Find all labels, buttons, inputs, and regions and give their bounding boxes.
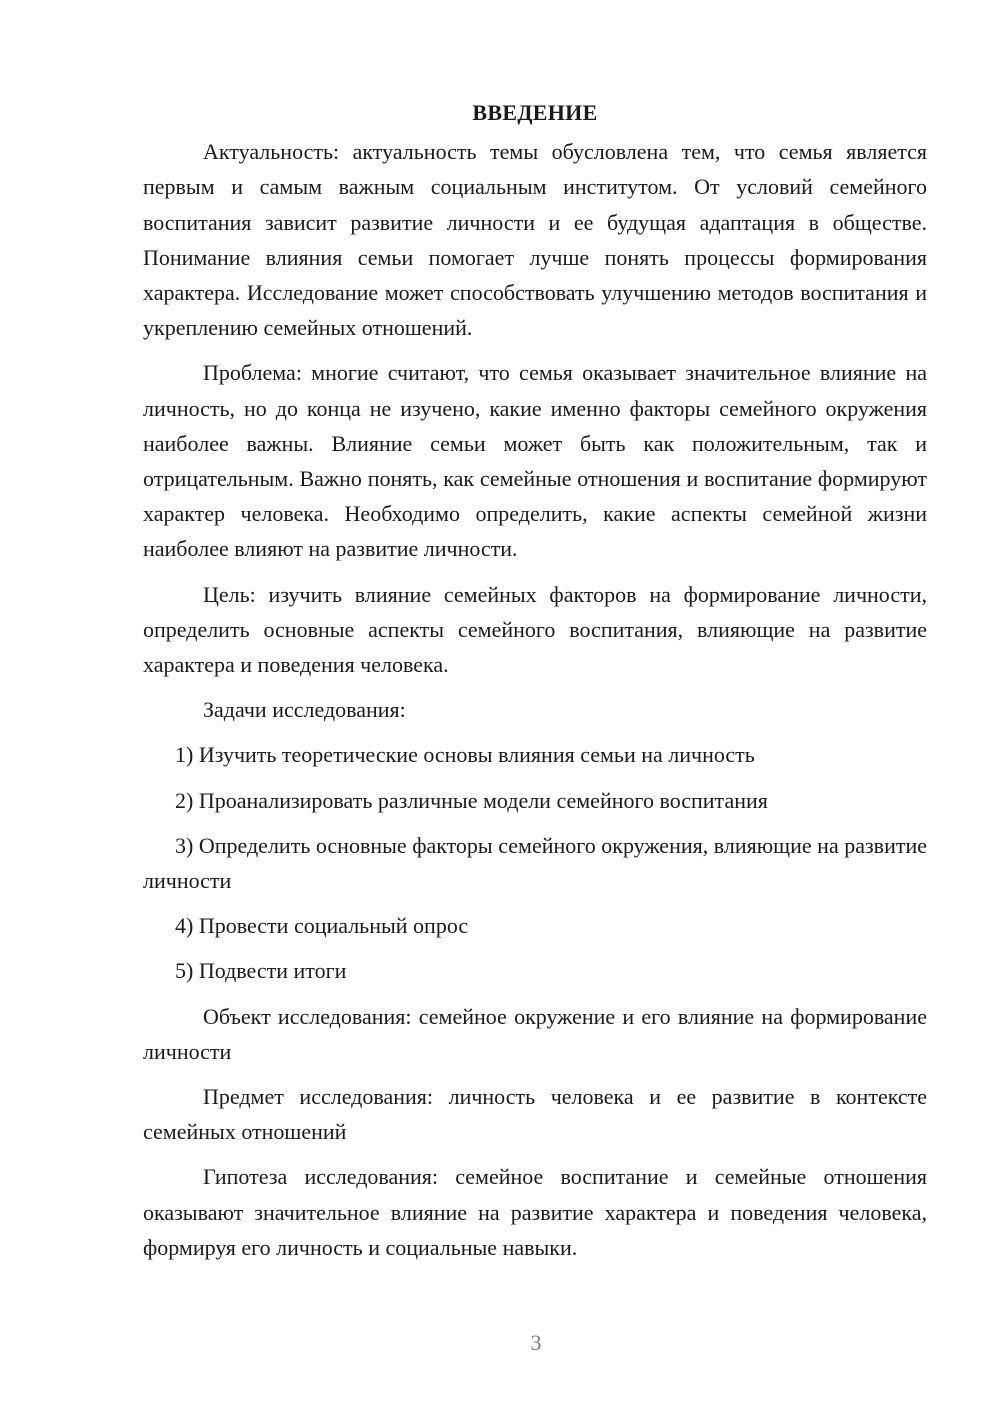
task-item-5: 5) Подвести итоги	[175, 958, 347, 984]
paragraph-goal: Цель: изучить влияние семейных факторов на формирование личности, определить основные аспекты семейного воспитания, влияющие на развитие характера и поведения человека.	[143, 581, 927, 678]
paragraph-hypothesis: Гипотеза исследования: семейное воспитание и семейные отношения оказывают значительное влияние на развитие характера и поведения человека, формируя его личность и социальные навыки.	[143, 1164, 927, 1260]
paragraph-problem: Проблема: многие считают, что семья оказывает значительное влияние на личность, но до конца не изучено, какие именно факторы семейного окружения наиболее важны. Влияние семьи может быть как положительным, так и отрицательным. Важно понять, как семейные отношения и воспитание формируют характер человека. Необходимо определить, какие аспекты семейной жизни наиболее влияют на развитие личности.	[143, 360, 927, 562]
section-heading: ВВЕДЕНИЕ	[472, 100, 598, 125]
tasks-list	[143, 737, 927, 988]
task-item-1: 1) Изучить теоретические основы влияния семьи на личность	[175, 742, 755, 768]
paragraph-object: Объект исследования: семейное окружение и его влияние на формирование личности	[143, 1003, 927, 1064]
page-number: 3	[530, 1330, 542, 1355]
task-item-4: 4) Провести социальный опрос	[175, 913, 469, 939]
tasks-title: Задачи исследования:	[203, 697, 406, 723]
paragraph-relevance: Актуальность: актуальность темы обусловлена тем, что семья является первым и самым важным социальным институтом. От условий семейного воспитания зависит развитие личности и ее будущая адаптация в обществе. Понимание влияния семьи помогает лучше понять процессы формирования характера. Исследование может способствовать улучшению методов воспитания и укреплению семейных отношений.	[143, 139, 927, 341]
page-content	[143, 95, 927, 1275]
paragraph-subject: Предмет исследования: личность человека и ее развитие в контексте семейных отношений	[143, 1084, 927, 1145]
task-item-3: 3) Определить основные факторы семейного окружения, влияющие на развитие личности	[143, 832, 927, 894]
task-item-2: 2) Проанализировать различные модели семейного воспитания	[175, 787, 768, 813]
